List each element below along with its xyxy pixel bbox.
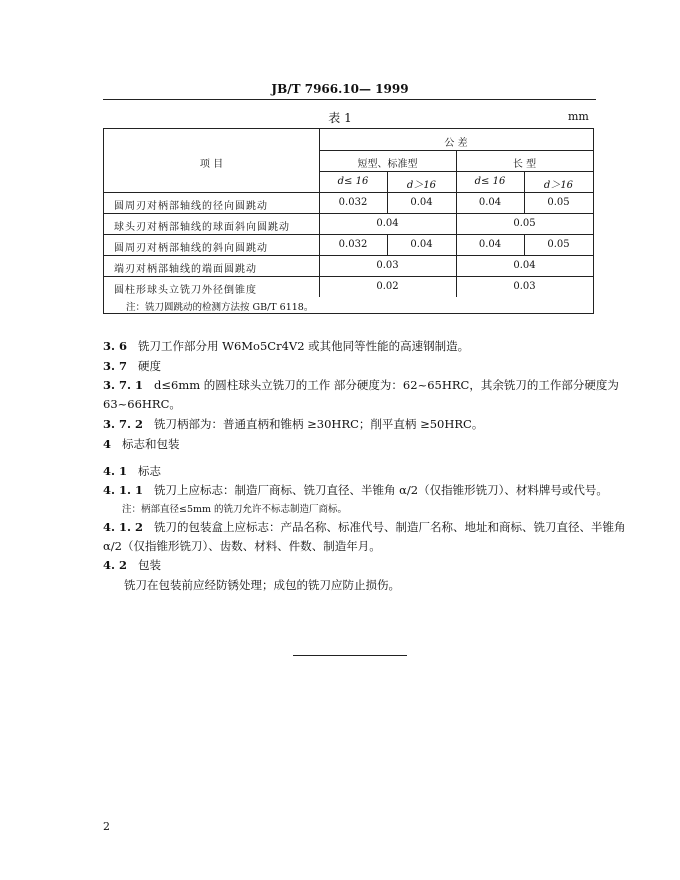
header-item: 项 目 [199,159,224,170]
rule-h [104,213,593,214]
header-tolerance: 公 差 [444,138,468,149]
clause-4-1-2 [103,519,626,535]
cell-value: 0.04 [410,239,433,250]
clause-3-7-1-cont: 63~66HRC。 [103,397,181,411]
clause-number: 3. 7. 2 [103,417,144,431]
clause-text: 铣刀上应标志：制造厂商标、铣刀直径、半锥角 α/2（仅指锥形铣刀）、材料牌号或代号。 [154,483,608,497]
clause-4-1 [103,463,161,479]
header-short-standard: 短型、标准型 [357,159,418,170]
clause-3-7-2 [103,416,483,432]
table-caption: 表 1 [328,111,352,125]
clause-text: 包装 [137,558,161,572]
clause-3-6 [103,338,469,354]
clause-text: 铣刀的包装盒上应标志：产品名称、标准代号、制造厂名称、地址和商标、铣刀直径、半锥角 [154,520,626,534]
row-label: 圆周刃对柄部轴线的径向圆跳动 [114,201,268,212]
cell-value: 0.03 [513,281,536,292]
cell-value: 0.03 [376,260,399,271]
clause-4-2-body: 铣刀在包装前应经防锈处理；成包的铣刀应防止损伤。 [124,578,400,592]
header-rule [103,99,596,100]
header-d-le-16: d≤ 16 [474,176,506,187]
cell-value: 0.02 [376,281,399,292]
cell-value: 0.05 [547,197,570,208]
row-label: 端刃对柄部轴线的端面圆跳动 [114,264,257,275]
row-label: 圆柱形球头立铣刀外径倒锥度 [114,285,257,296]
clause-4 [103,436,179,452]
tolerance-table [103,128,594,314]
row-label: 球头刃对柄部轴线的球面斜向圆跳动 [114,222,290,233]
cell-value: 0.04 [478,197,502,208]
clause-3-7 [103,358,161,374]
table-unit: mm [568,110,589,123]
clause-text: 标志 [137,464,161,478]
header-d-gt-16: d＞16 [406,180,437,191]
cell-value: 0.05 [513,218,536,229]
end-rule [293,655,407,656]
clause-text: 铣刀工作部分用 W6Mo5Cr4V2 或其他同等性能的高速钢制造。 [137,339,470,353]
clause-text: 铣刀柄部为：普通直柄和锥柄 ≥30HRC；削平直柄 ≥50HRC。 [154,417,484,431]
clause-text: 硬度 [137,359,161,373]
header-d-le-16: d≤ 16 [337,176,369,187]
page-number: 2 [103,820,110,833]
clause-4-1-1 [103,482,608,498]
clause-4-1-1-note: 注：柄部直径≤5mm 的铣刀允许不标志制造厂商标。 [122,504,348,515]
clause-number: 4. 2 [103,558,128,572]
clause-number: 4. 1 [103,464,128,478]
cell-value: 0.04 [410,197,433,208]
clause-text: d≤6mm 的圆柱球头立铣刀的工作 部分硬度为：62~65HRC，其余铣刀的工作部分硬度为 [154,378,619,392]
cell-value: 0.04 [513,260,536,271]
rule-h [104,255,593,256]
clause-number: 3. 7 [103,359,128,373]
clause-number: 4 [103,437,112,451]
rule-h [104,192,593,193]
header-d-gt-16: d＞16 [543,180,574,191]
rule-h [104,276,593,277]
clause-4-2 [103,557,161,573]
cell-value: 0.04 [376,218,399,229]
clause-number: 3. 7. 1 [103,378,144,392]
clause-3-7-1 [103,377,619,393]
clause-number: 4. 1. 2 [103,520,144,534]
table-note: 注：铣刀圆跳动的检测方法按 GB/T 6118。 [126,302,314,313]
rule-h [104,234,593,235]
cell-value: 0.032 [338,197,368,208]
clause-4-1-2-cont: α/2（仅指锥形铣刀）、齿数、材料、件数、制造年月。 [103,539,381,553]
row-label: 圆周刃对柄部轴线的斜向圆跳动 [114,243,268,254]
clause-number: 3. 6 [103,339,128,353]
standard-number: JB/T 7966.10— 1999 [271,82,409,96]
clause-number: 4. 1. 1 [103,483,144,497]
cell-value: 0.04 [478,239,502,250]
clause-text: 标志和包装 [121,437,180,451]
header-long: 长 型 [512,159,537,170]
cell-value: 0.032 [338,239,368,250]
cell-value: 0.05 [547,239,570,250]
